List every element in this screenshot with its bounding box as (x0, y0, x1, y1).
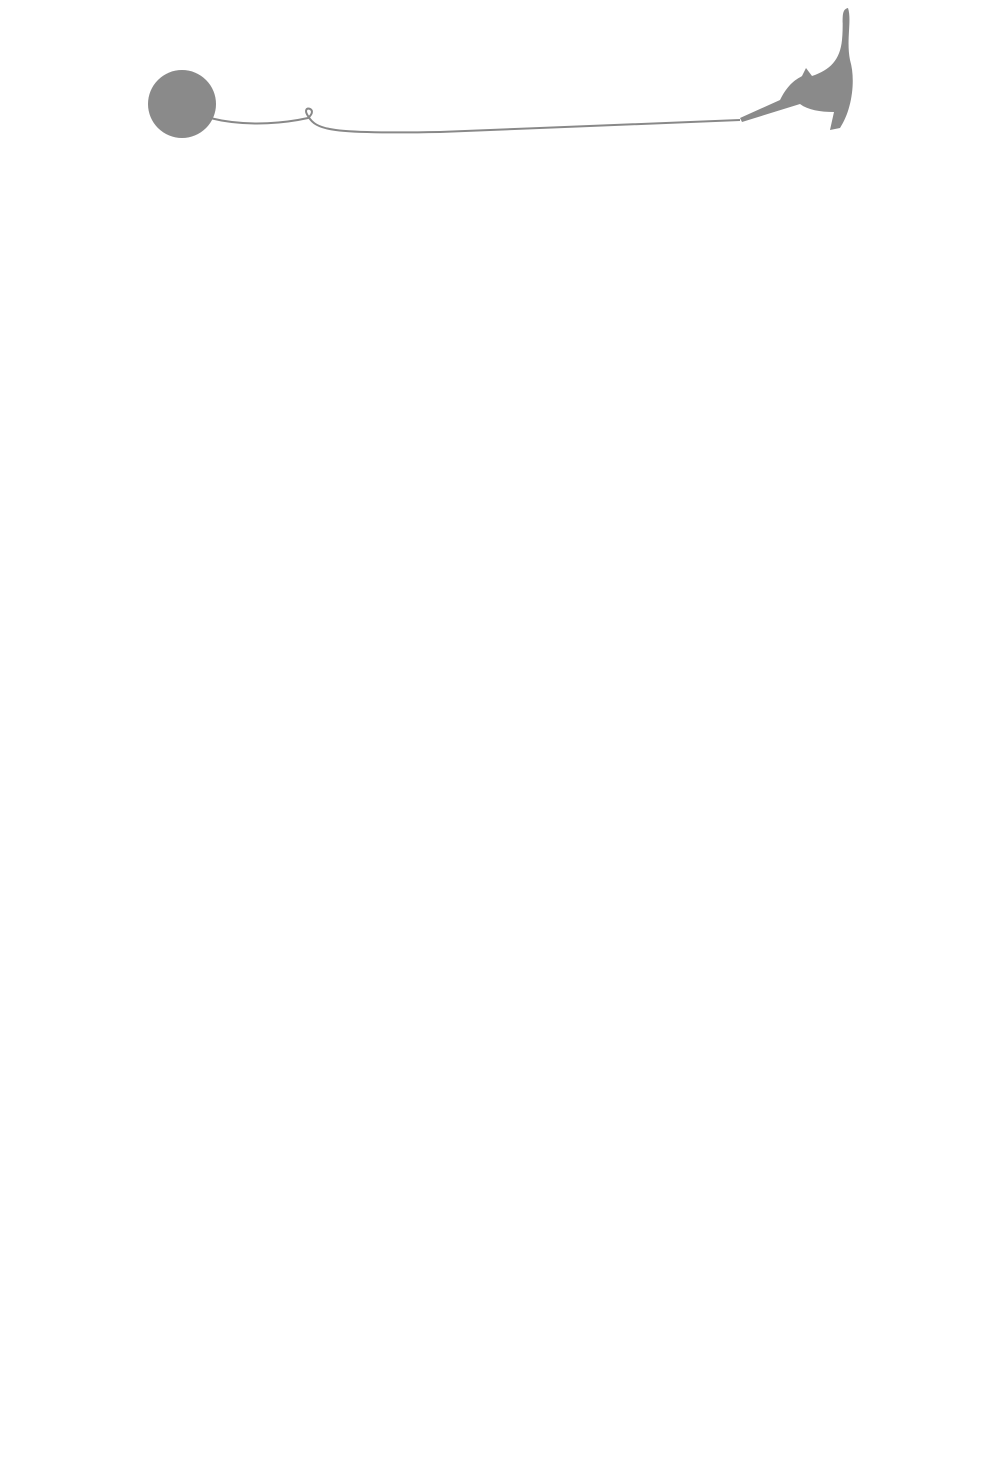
header-decoration (140, 0, 900, 150)
cat-icon (740, 8, 853, 130)
yarn-ball-icon (148, 70, 216, 138)
yarn-string (210, 109, 740, 133)
body-text (125, 165, 905, 1315)
